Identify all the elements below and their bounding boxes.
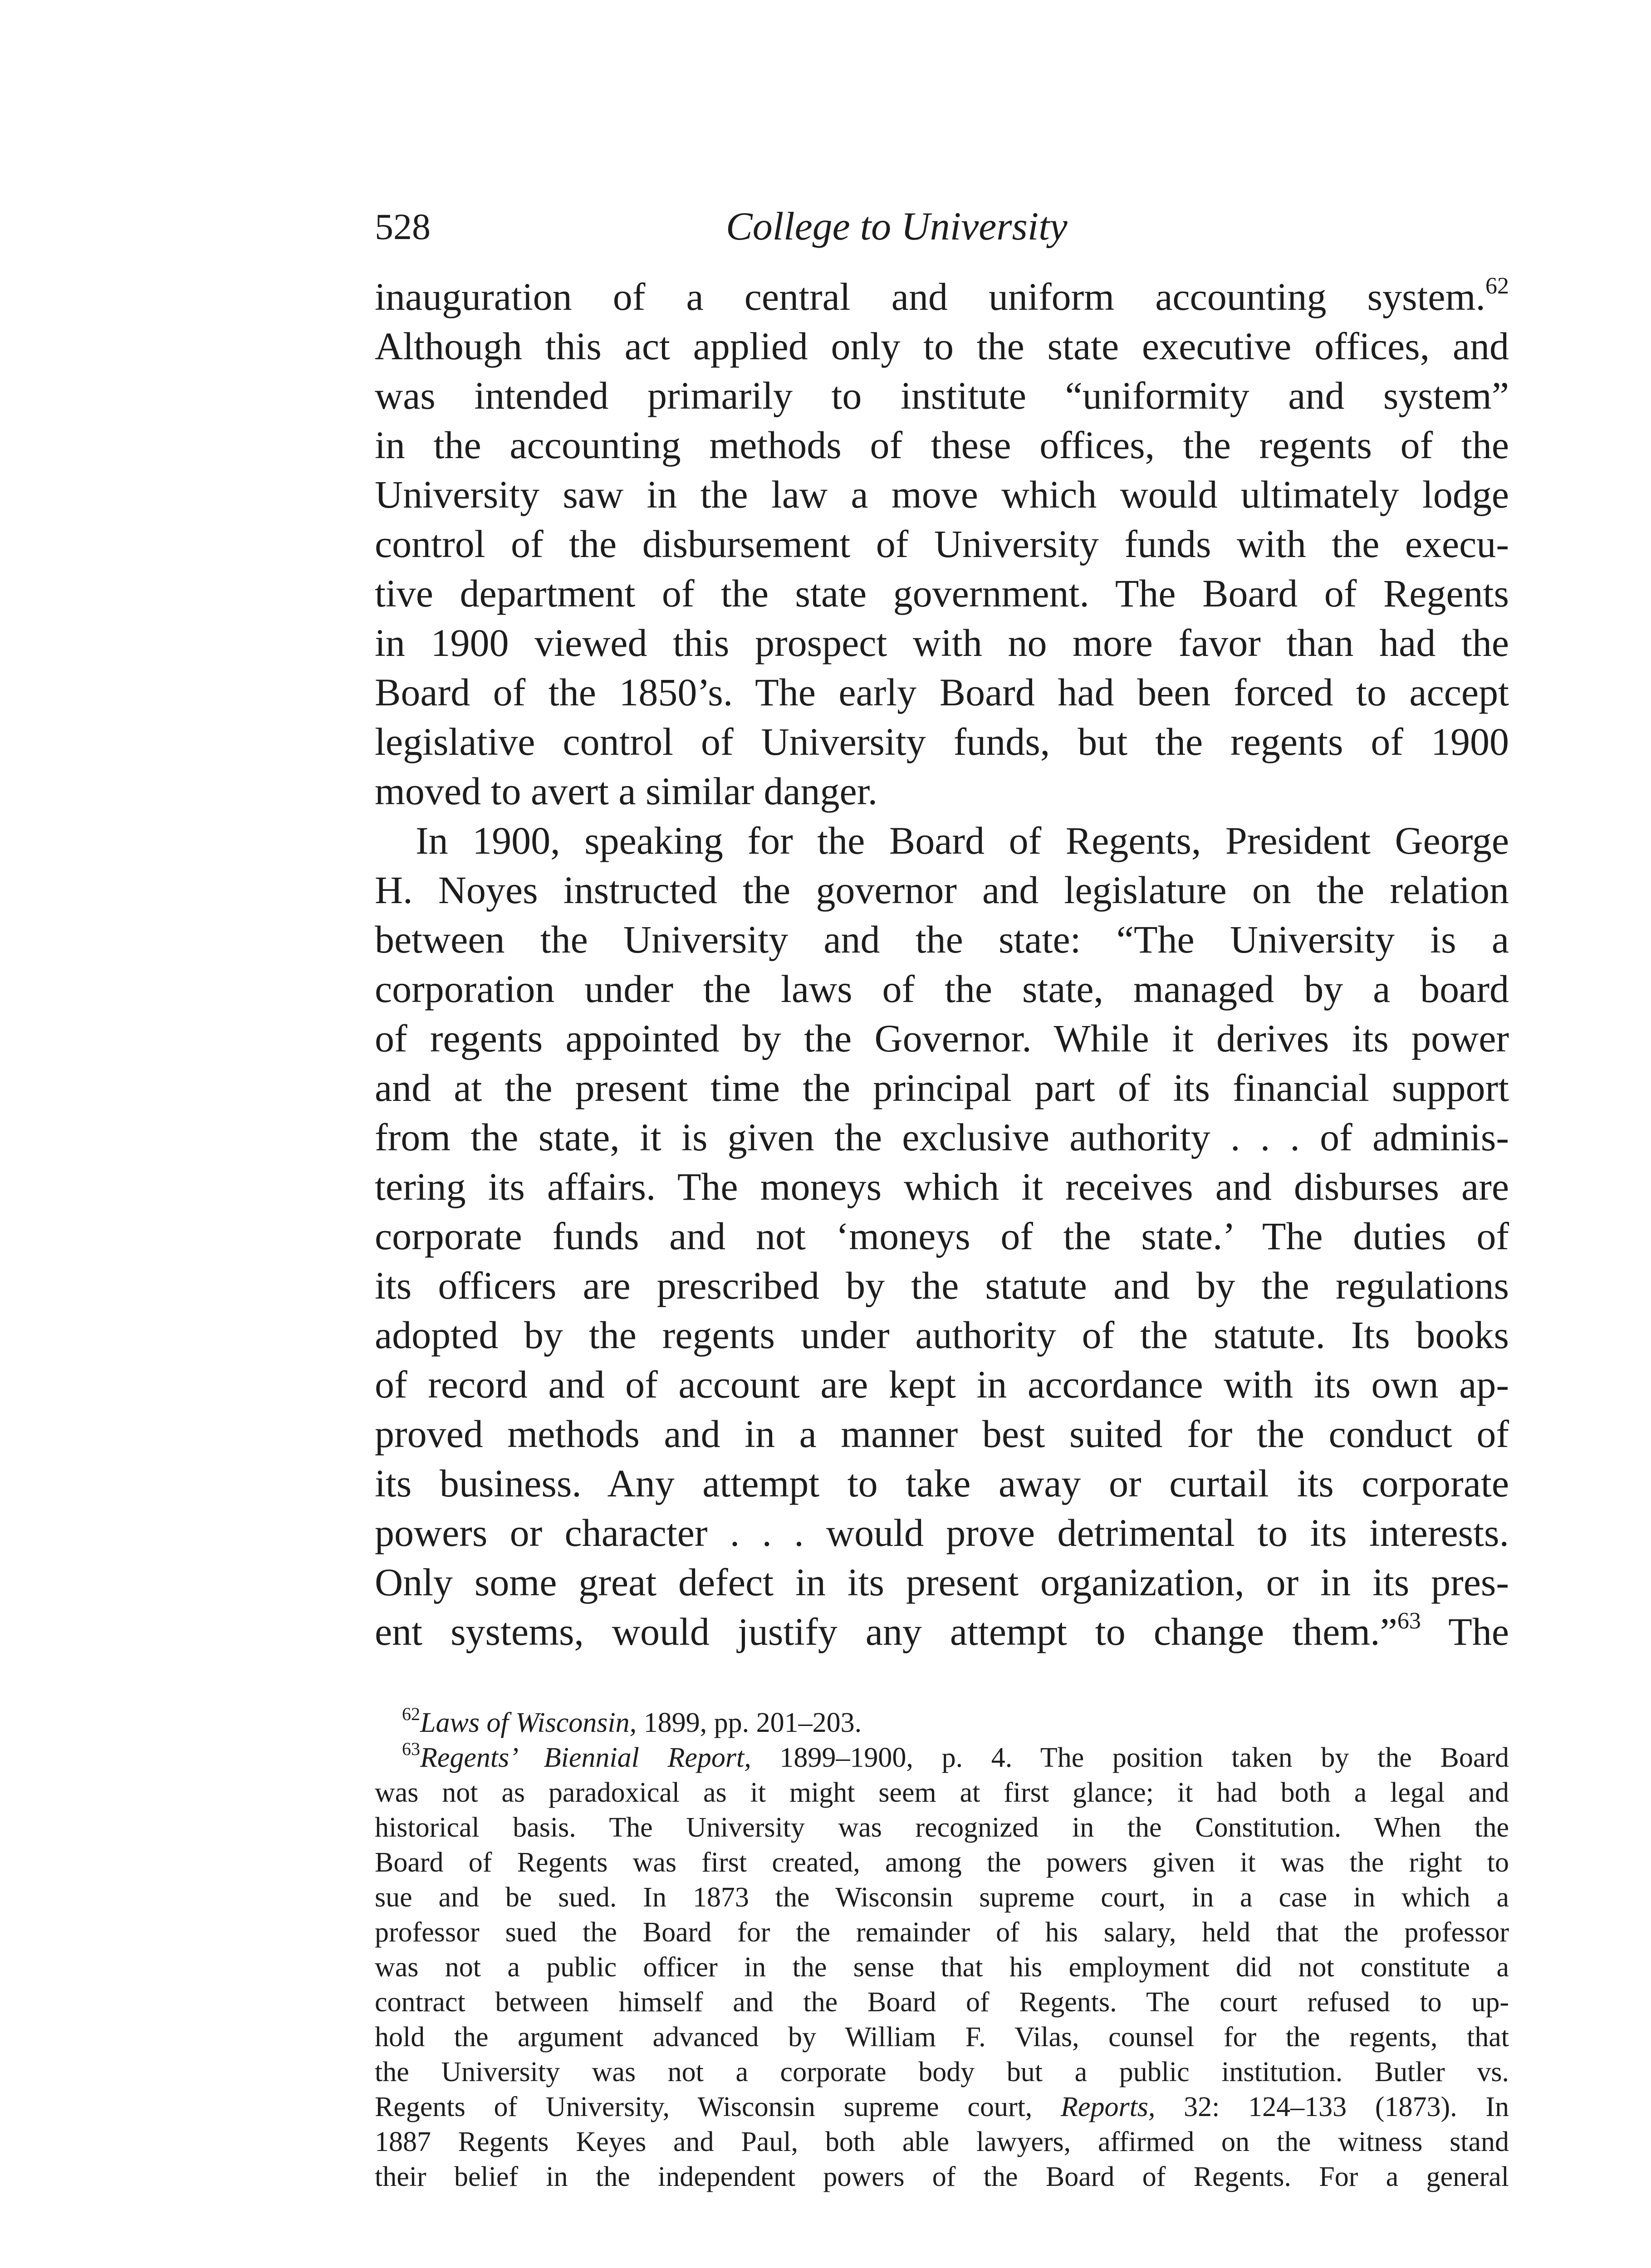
footnote-ref-62: 62 [1485,273,1509,299]
footnote-line: 1887 Regents Keyes and Paul, both able lawyers, affirmed on the witness stand [375,2126,1509,2157]
footnote-line: was not as paradoxical as it might seem at first glance; it had both a legal and [375,1777,1509,1808]
text-line: legislative control of University funds, but the regents of 1900 [375,720,1509,763]
footnote-line: contract between himself and the Board of Regents. The court refused to up- [375,1987,1509,2018]
text-line: powers or character . . . would prove detrimental to its interests. [375,1511,1509,1554]
body-text [375,272,1509,1657]
footnote-line: their belief in the independent powers of the Board of Regents. For a general [375,2161,1509,2192]
footnote-mark: 62 [402,1704,420,1724]
text-line: Board of the 1850’s. The early Board had been forced to accept [375,670,1509,714]
text-line: of regents appointed by the Governor. While it derives its power [375,1017,1509,1060]
footnote-line: historical basis. The University was recognized in the Constitution. When the [375,1812,1509,1843]
text-line: control of the disbursement of University funds with the execu- [375,522,1509,566]
footnote-line: $^{62}$Laws of Wisconsin, 1899, pp. 201–203. [402,1704,862,1738]
text-line: inauguration of a central and uniform accounting system.$^{62}$ [375,273,1509,318]
text-line: In 1900, speaking for the Board of Regents, President George [416,819,1509,862]
text-line: was intended primarily to institute “uniformity and system” [375,374,1509,417]
text-line: in the accounting methods of these offices, the regents of the [375,423,1509,467]
text-line: corporate funds and not ‘moneys of the state.’ The duties of [375,1214,1509,1258]
page-number: 528 [375,206,431,247]
text-line: adopted by the regents under authority of the statute. Its books [375,1313,1509,1357]
footnote-mark: 63 [402,1739,420,1759]
footnote-line: hold the argument advanced by William F. Vilas, counsel for the regents, that [375,2022,1509,2053]
footnote-62 [375,1706,1509,1740]
text-line: tive department of the state government. The Board of Regents [375,572,1509,615]
text-line: University saw in the law a move which would ultimately lodge [375,473,1509,516]
footnote-line: $^{63}$Regents’ Biennial Report, 1899–1900, p. 4. The position taken by the Board [402,1739,1509,1773]
text-line: ent systems, would justify any attempt to change them.”$^{63}$ The [375,1608,1509,1653]
text-line: Only some great defect in its present organization, or in its pres- [375,1560,1509,1604]
footnote-line: professor sued the Board for the remainder of his salary, held that the professor [375,1917,1509,1948]
text-line: corporation under the laws of the state, managed by a board [375,967,1509,1011]
footnote-ref-63: 63 [1397,1608,1421,1634]
text-line: and at the present time the principal part of its financial support [375,1066,1509,1110]
footnote-line: Board of Regents was first created, among the powers given it was the right to [375,1847,1509,1878]
footnote-source-title: Regents’ Biennial Report, [420,1742,751,1773]
text-line: its officers are prescribed by the statute and by the regulations [375,1264,1509,1307]
text-line: between the University and the state: “The University is a [375,918,1509,961]
text-line: H. Noyes instructed the governor and legislature on the relation [375,868,1509,912]
text-line: Although this act applied only to the state executive offices, and [375,324,1509,368]
text-line: from the state, it is given the exclusive authority . . . of adminis- [375,1115,1509,1159]
text-line: moved to avert a similar danger. [375,769,878,813]
running-head [375,195,1509,259]
running-title: College to University [726,205,1068,249]
paragraph-1 [375,272,1509,816]
footnotes [375,1706,1509,2195]
text-line: in 1900 viewed this prospect with no more favor than had the [375,621,1509,665]
footnote-source-title: Reports, [1061,2092,1156,2122]
text-line: of record and of account are kept in accordance with its own ap- [375,1363,1509,1406]
text-line: its business. Any attempt to take away or curtail its corporate [375,1461,1509,1505]
footnote-line: was not a public officer in the sense that his employment did not constitute a [375,1952,1509,1983]
text-line: tering its affairs. The moneys which it receives and disburses are [375,1165,1509,1208]
footnote-line: the University was not a corporate body but a public institution. Butler vs. [375,2057,1509,2087]
footnote-source-title: Laws of Wisconsin, [420,1707,637,1738]
footnote-63 [375,1740,1509,2195]
footnote-line: Regents of University, Wisconsin supreme court, Reports, 32: 124–133 (1873). In [375,2092,1509,2122]
footnote-line: sue and be sued. In 1873 the Wisconsin supreme court, in a case in which a [375,1882,1509,1913]
text-line: proved methods and in a manner best suited for the conduct of [375,1412,1509,1456]
paragraph-2 [375,816,1509,1657]
